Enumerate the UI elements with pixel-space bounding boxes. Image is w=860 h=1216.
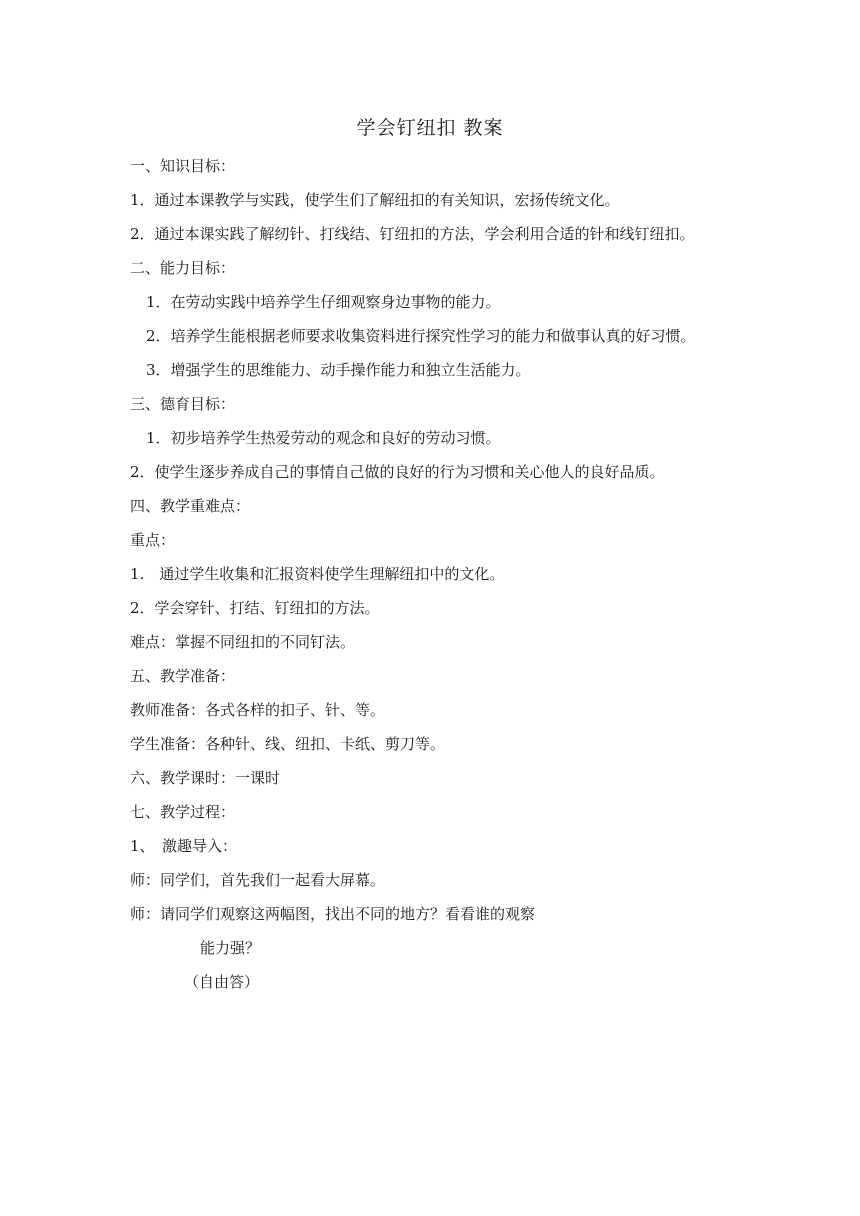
section-heading-preparation: 五、教学准备： — [130, 667, 236, 685]
teacher-line-2-continued: 能力强？ — [200, 939, 261, 957]
document-body — [130, 149, 730, 999]
teacher-line-2: 师：请同学们观察这两幅图，找出不同的地方？看看谁的观察 — [130, 905, 536, 923]
ability-item-2: 2．培养学生能根据老师要求收集资料进行探究性学习的能力和做事认真的好习惯。 — [146, 327, 696, 345]
document-title: 学会钉纽扣 教案 — [356, 117, 504, 139]
key-point-item-1: 1. 通过学生收集和汇报资料使学生理解纽扣中的文化。 — [130, 565, 505, 583]
moral-item-2: 2．使学生逐步养成自己的事情自己做的良好的行为习惯和关心他人的良好品质。 — [130, 463, 665, 481]
teacher-preparation: 教师准备：各式各样的扣子、针、等。 — [130, 701, 386, 719]
ability-item-1: 1．在劳动实践中培养学生仔细观察身边事物的能力。 — [146, 293, 501, 311]
difficult-point: 难点：掌握不同纽扣的不同钉法。 — [130, 633, 356, 651]
section-heading-periods: 六、教学课时：一课时 — [130, 769, 281, 787]
teacher-line-1: 师：同学们，首先我们一起看大屏幕。 — [130, 871, 386, 889]
free-answer-note: （自由答） — [184, 973, 260, 991]
section-heading-moral: 三、德育目标： — [130, 395, 236, 413]
process-step-1: 1、 激趣导入： — [130, 837, 238, 855]
section-heading-knowledge: 一、知识目标： — [130, 157, 236, 175]
ability-item-3: 3．增强学生的思维能力、动手操作能力和独立生活能力。 — [146, 361, 531, 379]
knowledge-item-1: 1．通过本课教学与实践，使学生们了解纽扣的有关知识，宏扬传统文化。 — [130, 191, 620, 209]
moral-item-1: 1．初步培养学生热爱劳动的观念和良好的劳动习惯。 — [146, 429, 501, 447]
section-heading-process: 七、教学过程： — [130, 803, 236, 821]
section-heading-key-points: 四、教学重难点： — [130, 497, 251, 515]
key-point-item-2: 2．学会穿针、打结、钉纽扣的方法。 — [130, 599, 380, 617]
key-points-label: 重点： — [130, 531, 176, 549]
student-preparation: 学生准备：各种针、线、纽扣、卡纸、剪刀等。 — [130, 735, 446, 753]
section-heading-ability: 二、能力目标： — [130, 259, 236, 277]
knowledge-item-2: 2．通过本课实践了解纫针、打线结、钉纽扣的方法，学会利用合适的针和线钉纽扣。 — [130, 225, 695, 243]
